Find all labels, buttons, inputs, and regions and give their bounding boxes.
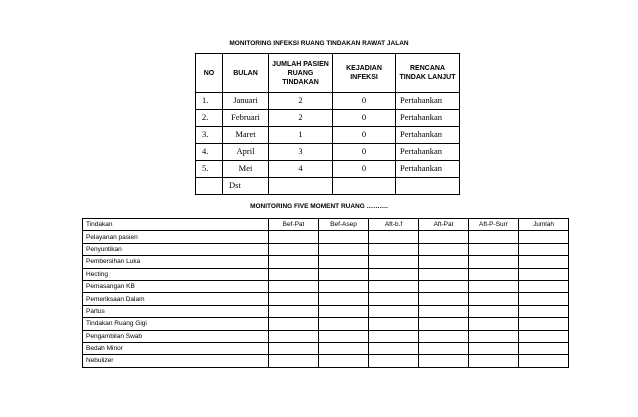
header-bulan: BULAN [223, 54, 269, 93]
cell-tindakan: Tindakan Ruang Gigi [83, 318, 269, 330]
cell-jumlah [269, 178, 333, 195]
cell-tindakan: Partus [83, 305, 269, 317]
header-rencana-tindak-lanjut: RENCANA TINDAK LANJUT [396, 54, 460, 93]
cell-tindakan: Pemasangan KB [83, 280, 269, 292]
cell-dst: Dst [223, 178, 269, 195]
cell-no: 4. [196, 144, 223, 161]
table-row [83, 305, 569, 317]
cell-tindakan: Bedah Minor [83, 342, 269, 354]
table-row [196, 144, 460, 161]
table-row [196, 161, 460, 178]
cell-rencana [396, 178, 460, 195]
cell-bulan: April [223, 144, 269, 161]
table1-title: MONITORING INFEKSI RUANG TINDAKAN RAWAT JALAN [229, 40, 409, 47]
table-row [83, 243, 569, 255]
header-kejadian-infeksi: KEJADIAN INFEKSI [333, 54, 396, 93]
cell-jumlah: 4 [269, 161, 333, 178]
cell-kejadian [333, 178, 396, 195]
cell-rencana: Pertahankan [396, 144, 460, 161]
header-no: NO [196, 54, 223, 93]
table2-header-row [83, 219, 569, 231]
cell-tindakan: Pelayanan pasien [83, 231, 269, 243]
cell-bulan: Maret [223, 127, 269, 144]
table-row [83, 293, 569, 305]
cell-bulan: Februari [223, 110, 269, 127]
table1-header-row [196, 54, 460, 93]
cell-no: 5. [196, 161, 223, 178]
header-aft-bf: Aft-b.f [369, 219, 419, 231]
table-row [196, 110, 460, 127]
table-row [196, 93, 460, 110]
cell-no: 3. [196, 127, 223, 144]
table-row [83, 280, 569, 292]
table-row-dst [196, 178, 460, 195]
table-row [83, 256, 569, 268]
header-jumlah-pasien: JUMLAH PASIEN RUANG TINDAKAN [269, 54, 333, 93]
cell-no: 1. [196, 93, 223, 110]
cell-no: 2. [196, 110, 223, 127]
cell-kejadian: 0 [333, 93, 396, 110]
table-row [83, 355, 569, 367]
five-moment-table [82, 218, 569, 368]
table-row [83, 330, 569, 342]
cell-jumlah: 2 [269, 110, 333, 127]
header-bef-pat: Bef-Pat [269, 219, 319, 231]
cell-kejadian: 0 [333, 161, 396, 178]
cell-rencana: Pertahankan [396, 93, 460, 110]
cell-jumlah: 1 [269, 127, 333, 144]
cell-bulan: Mei [223, 161, 269, 178]
cell-tindakan: Pemeriksaan Dalam [83, 293, 269, 305]
cell-tindakan: Nebulizer [83, 355, 269, 367]
header-aft-p-surr: Aft-P-Surr [469, 219, 519, 231]
table-row [83, 342, 569, 354]
cell-bulan: Januari [223, 93, 269, 110]
header-jumlah: Jumlah [519, 219, 569, 231]
cell-rencana: Pertahankan [396, 161, 460, 178]
table-row [196, 127, 460, 144]
cell-no [196, 178, 223, 195]
header-tindakan: Tindakan [83, 219, 269, 231]
cell-rencana: Pertahankan [396, 110, 460, 127]
table-row [83, 268, 569, 280]
cell-tindakan: Hecting [83, 268, 269, 280]
infection-monitoring-table [195, 53, 460, 195]
cell-kejadian: 0 [333, 127, 396, 144]
cell-jumlah: 3 [269, 144, 333, 161]
cell-jumlah: 2 [269, 93, 333, 110]
header-bef-asep: Bef-Asep [319, 219, 369, 231]
cell-tindakan: Pembersihan Luka [83, 256, 269, 268]
header-aft-pat: Aft-Pat [419, 219, 469, 231]
cell-tindakan: Penyuntikan [83, 243, 269, 255]
cell-tindakan: Pengambilan Swab [83, 330, 269, 342]
table-row [83, 231, 569, 243]
cell-kejadian: 0 [333, 144, 396, 161]
cell-kejadian: 0 [333, 110, 396, 127]
cell-rencana: Pertahankan [396, 127, 460, 144]
table-row [83, 318, 569, 330]
table2-title: MONITORING FIVE MOMENT RUANG ………. [250, 203, 388, 210]
